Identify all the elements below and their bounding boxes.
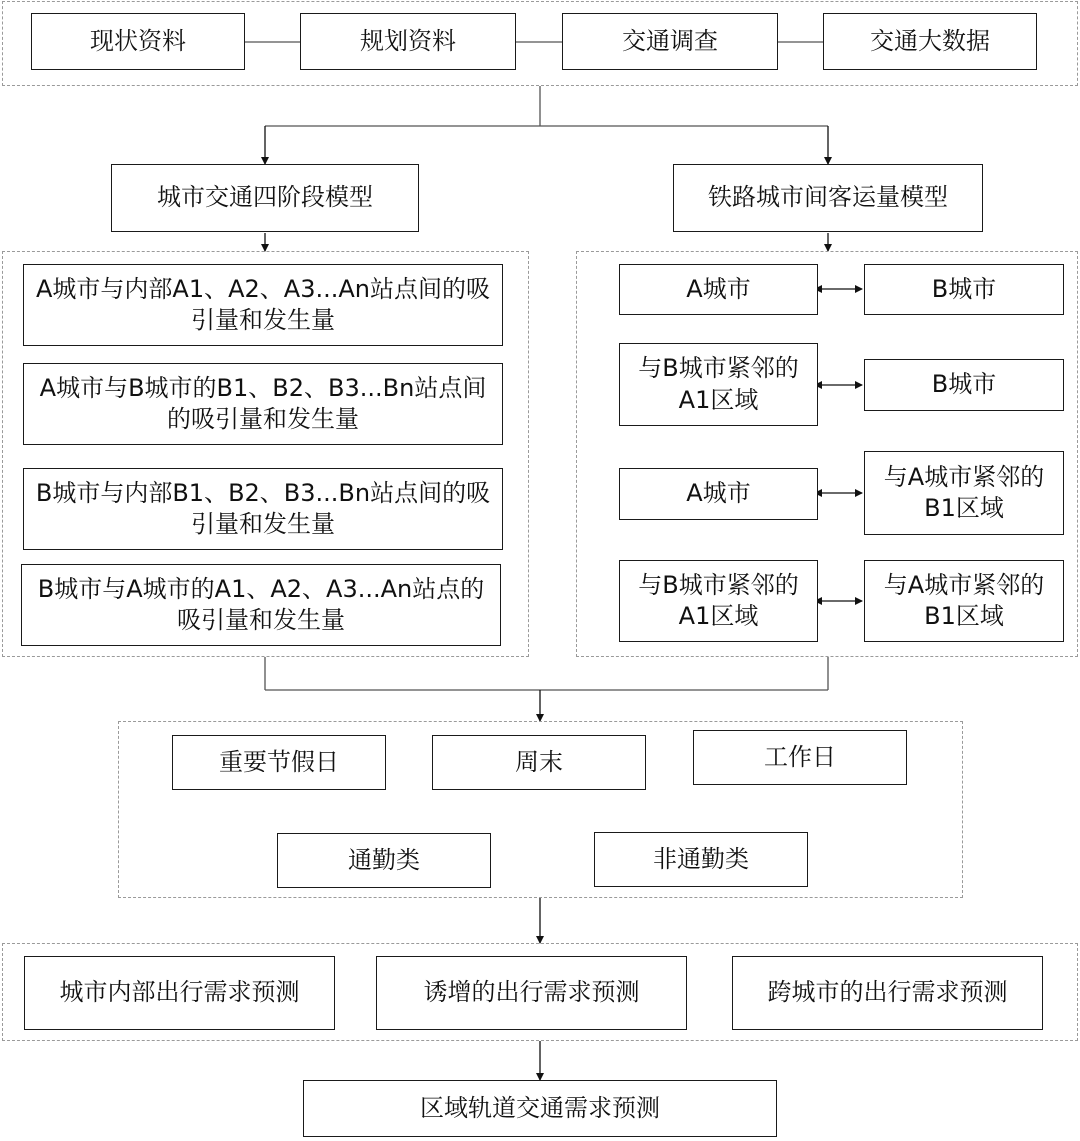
source-planning-data: 规划资料	[300, 13, 516, 70]
source-big-data: 交通大数据	[823, 13, 1037, 70]
pair-1-right: B城市	[864, 264, 1064, 315]
source-current-data: 现状资料	[31, 13, 245, 70]
source-traffic-survey: 交通调查	[562, 13, 778, 70]
trip-type-commute: 通勤类	[277, 833, 491, 888]
left-item-2: A城市与B城市的B1、B2、B3...Bn站点间的吸引量和发生量	[23, 363, 503, 445]
forecast-intra-city: 城市内部出行需求预测	[24, 956, 335, 1030]
pair-4-left: 与B城市紧邻的A1区域	[619, 560, 818, 642]
pair-4-right: 与A城市紧邻的B1区域	[864, 560, 1064, 642]
day-type-weekend: 周末	[432, 735, 646, 790]
pair-2-left: 与B城市紧邻的A1区域	[619, 343, 818, 426]
pair-2-right: B城市	[864, 359, 1064, 411]
trip-type-non-commute: 非通勤类	[594, 832, 808, 887]
model-four-stage: 城市交通四阶段模型	[111, 164, 419, 232]
left-item-4: B城市与A城市的A1、A2、A3...An站点的吸引量和发生量	[21, 564, 501, 646]
left-item-1: A城市与内部A1、A2、A3...An站点间的吸引量和发生量	[23, 264, 503, 346]
model-railway-intercity: 铁路城市间客运量模型	[673, 164, 983, 232]
pair-3-left: A城市	[619, 468, 818, 520]
left-item-3: B城市与内部B1、B2、B3...Bn站点间的吸引量和发生量	[23, 468, 503, 550]
pair-3-right: 与A城市紧邻的B1区域	[864, 451, 1064, 535]
forecast-cross-city: 跨城市的出行需求预测	[732, 956, 1043, 1030]
day-type-holiday: 重要节假日	[172, 735, 386, 790]
final-forecast: 区域轨道交通需求预测	[303, 1080, 777, 1137]
forecast-induced: 诱增的出行需求预测	[376, 956, 687, 1030]
pair-1-left: A城市	[619, 264, 818, 315]
day-type-workday: 工作日	[693, 730, 907, 785]
